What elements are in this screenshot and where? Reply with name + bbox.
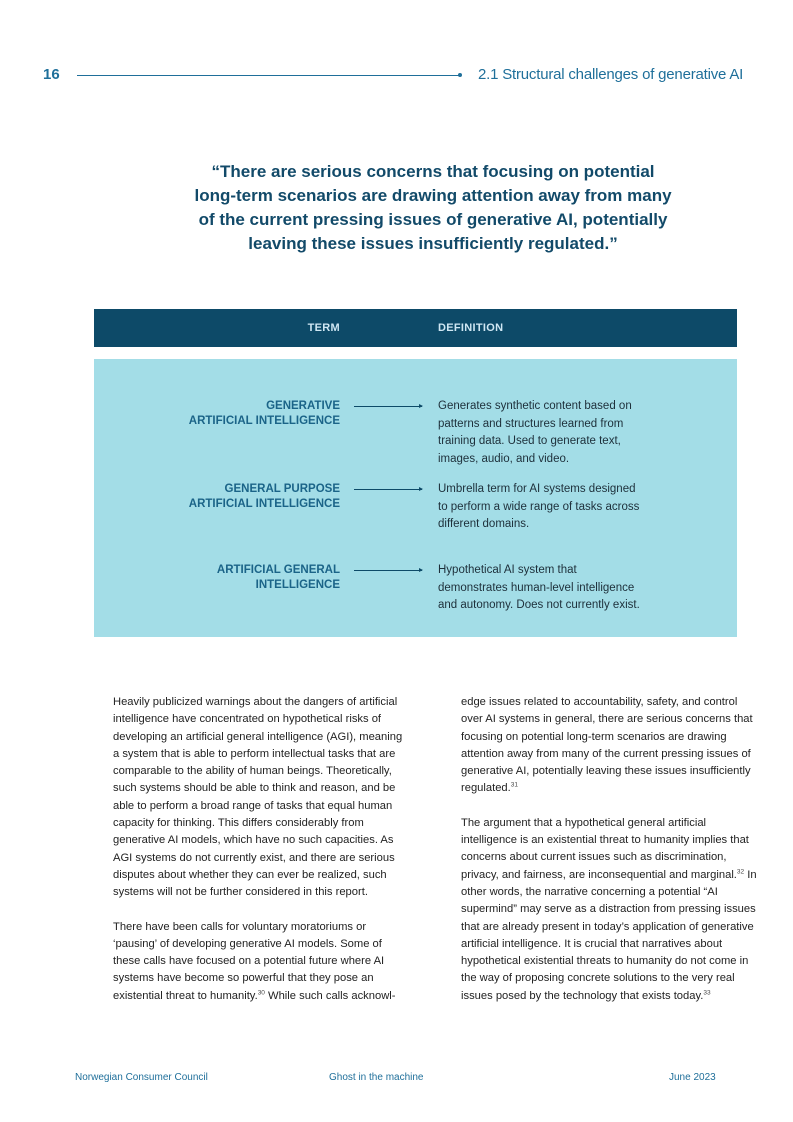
definition-text: Generates synthetic content based on patterns and structures learned from training data. Used to generate text, images, audio, and video. bbox=[438, 400, 632, 465]
footer-publisher: Norwegian Consumer Council bbox=[75, 1072, 208, 1083]
footnote-ref: 31 bbox=[510, 781, 518, 789]
header-rule-dot bbox=[458, 73, 462, 77]
header-rule bbox=[77, 75, 460, 76]
definition-text: Hypothetical AI system that demonstrates human-level intelligence and autonomy. Does not currently exist. bbox=[438, 564, 640, 611]
page-number: 16 bbox=[43, 66, 60, 83]
footnote-ref: 30 bbox=[257, 989, 265, 997]
paragraph: There have been calls for voluntary moratoriums or ‘pausing’ of developing generative AI models. Some of these calls have focused on a potential future where AI systems have become so powerful that they pose an existential threat to humanity.$^{30}$ While such calls acknowl- bbox=[113, 920, 396, 1002]
table-header-definition: DEFINITION bbox=[438, 322, 504, 334]
body-column-left bbox=[113, 694, 409, 1022]
arrow-right-icon bbox=[354, 489, 422, 490]
paragraph: The argument that a hypothetical general artificial intelligence is an existential threat to humanity implies that concerns about current issues such as discrimination, privacy, and fairness, are inconsequential and marginal.$^{32}$ In other words, the narrative concerning a potential “AI supermind” may serve as a distraction from pressing issues that are already present in today’s application of generative artificial intelligence. It is crucial that narratives about hypothetical existential threats to humanity do not come in the way of proposing concrete solutions to the very real issues posed by the technology that exists today.$^{33}$ bbox=[461, 816, 757, 1002]
paragraph: edge issues related to accountability, safety, and control over AI systems in general, there are serious concerns that focusing on potential long-term scenarios are drawing attention away from many of the current pressing issues of generative AI, potentially leaving these issues insufficiently regulated.$^{31}$ bbox=[461, 696, 753, 795]
paragraph: Heavily publicized warnings about the dangers of artificial intelligence have concentrated on hypothetical risks of developing an artificial general intelligence (AGI), meaning a system that is able to perform intellectual tasks that are comparable to the ability of human beings. Theoretically, such systems should be able to think and reason, and be able to perform a broad range of tasks that equal human capacity for thinking. This differs considerably from generative AI models, which have no such capacities. As AGI systems do not currently exist, and there are serious disputes about whether they can ever be realized, such systems will not be further considered in this report. bbox=[113, 696, 403, 899]
definitions-table bbox=[94, 359, 737, 637]
term-label: GENERATIVE ARTIFICIAL INTELLIGENCE bbox=[188, 400, 340, 427]
footnote-ref: 33 bbox=[703, 989, 711, 997]
pull-quote: “There are serious concerns that focusing on potential long-term scenarios are drawing attention away from many of the current pressing issues of generative AI, potentially leaving these issues insufficiently regulated.” bbox=[194, 162, 672, 253]
table-header bbox=[94, 309, 737, 347]
arrow-right-icon bbox=[354, 406, 422, 407]
term-label: ARTIFICIAL GENERAL INTELLIGENCE bbox=[216, 564, 340, 591]
footer-date: June 2023 bbox=[669, 1072, 716, 1083]
body-column-right bbox=[461, 694, 759, 1022]
footer-report-title: Ghost in the machine bbox=[329, 1072, 424, 1083]
arrow-right-icon bbox=[354, 570, 422, 571]
definition-text: Umbrella term for AI systems designed to perform a wide range of tasks across different domains. bbox=[438, 483, 640, 530]
section-title: 2.1 Structural challenges of generative AI bbox=[478, 66, 744, 83]
term-label: GENERAL PURPOSE ARTIFICIAL INTELLIGENCE bbox=[188, 483, 340, 510]
table-header-term: TERM bbox=[307, 322, 340, 334]
footnote-ref: 32 bbox=[736, 867, 745, 875]
